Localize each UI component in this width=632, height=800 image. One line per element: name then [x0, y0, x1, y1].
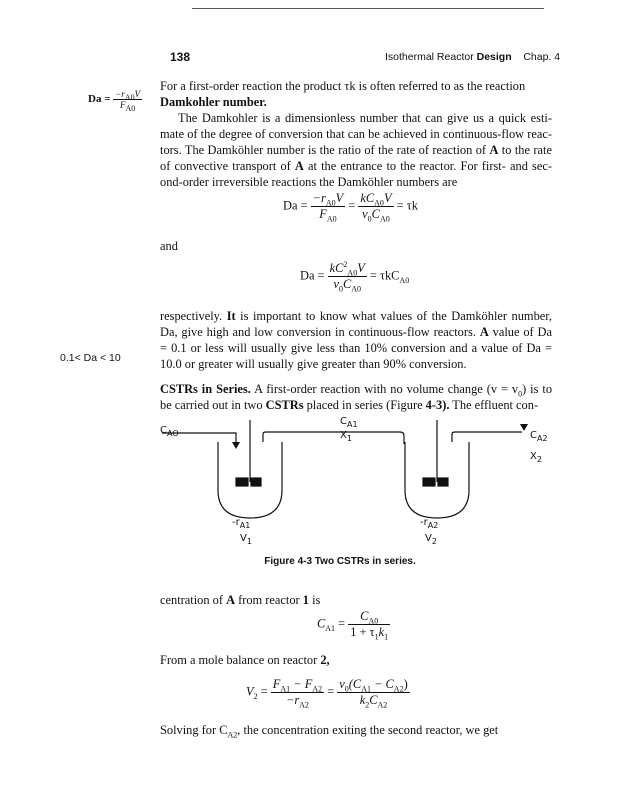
eq3-den-sub1: 1: [374, 632, 379, 642]
label-x1: [340, 430, 352, 441]
outlet-label: C: [530, 430, 537, 441]
eq1-f2-den-mid: C: [371, 207, 380, 221]
label-x2: [530, 451, 542, 462]
eq4-f2-den-b: C: [369, 693, 378, 707]
p2-text-b: to the rate of convective transport of: [160, 143, 552, 173]
eq2-num-sup: 2: [343, 259, 348, 269]
margin-da-den: F: [120, 100, 126, 110]
margin-da-label: Da =: [88, 93, 111, 106]
margin-da-num-tail: V: [134, 89, 141, 99]
eq4-equals-2: =: [327, 684, 335, 699]
eq4-f1-num-a: F: [272, 677, 281, 691]
p7-text-sub: A2: [227, 730, 238, 740]
eq4-f1-num-s2: A2: [312, 684, 323, 694]
paragraph-4: [160, 381, 552, 413]
p5-text-a: centration of: [160, 593, 227, 607]
paragraph-2: [160, 110, 552, 190]
eq4-f2-num-s1: A1: [361, 684, 371, 694]
eq1-f1-den: F: [319, 207, 327, 221]
eq4-lhs-sub: 2: [253, 691, 258, 701]
eq2-num: kC: [329, 261, 344, 275]
x2-label-sub: 2: [536, 455, 542, 464]
p5-bold-a: A: [226, 593, 236, 607]
v2-label-sub: 2: [431, 537, 437, 546]
eq3-num: C: [360, 609, 369, 623]
reactor-1-impeller: [236, 478, 248, 486]
eq1-f1-den-sub: A0: [326, 214, 337, 224]
equation-damkohler-second-order: [300, 261, 409, 292]
equation-v2: [246, 677, 410, 708]
margin-range-note: 0.1< Da < 10: [60, 352, 121, 364]
label-rate-1: [232, 517, 250, 528]
outlet-arrow: [520, 424, 528, 431]
r2-label: -r: [420, 517, 428, 528]
p7-text-a: Solving for C: [160, 723, 228, 737]
label-volume-1: [240, 533, 252, 544]
label-rate-2: [420, 517, 438, 528]
eq4-fraction-1: [271, 677, 324, 708]
eq2-den: v: [333, 277, 339, 291]
p4-text-a-sub: 0: [518, 389, 523, 399]
paragraph-6: [160, 652, 330, 668]
margin-da-fraction: [113, 89, 142, 113]
eq1-f1-num-tail: V: [335, 191, 344, 205]
eq2-lhs: Da =: [300, 268, 325, 283]
mid-label-sub: A1: [346, 420, 358, 429]
eq2-rhs: = τkC: [369, 268, 400, 283]
paragraph-5: [160, 592, 320, 608]
p7-text-b: , the concentration exiting the second reactor, we get: [237, 723, 499, 737]
eq3-lhs-sub: A1: [325, 623, 336, 633]
v1-label-sub: 1: [246, 537, 252, 546]
p2-text-c: at the entrance to the reactor. For first- and sec- ond-order irreversible reactions the Damköhler numbers are: [160, 159, 552, 189]
eq4-f2-num-s2: A2: [393, 684, 404, 694]
v2-label: V: [425, 533, 432, 544]
eq1-fraction-1: [311, 191, 346, 222]
p6-bold: 2,: [320, 653, 330, 667]
eq3-lhs: C: [317, 616, 326, 631]
eq4-f2-num-d: ): [403, 677, 408, 691]
eq4-f2-den-s2: A2: [377, 700, 388, 710]
eq1-f2-den-sub2: A0: [379, 214, 390, 224]
inlet-label-sub: AO: [166, 429, 179, 438]
inlet-arrow: [232, 442, 240, 449]
eq4-f2-den-a: k: [359, 693, 366, 707]
eq4-fraction-2: [337, 677, 409, 708]
eq4-f1-num-b: − F: [290, 677, 313, 691]
x1-label-sub: 1: [346, 434, 352, 443]
eq4-f1-num-s1: A1: [280, 684, 291, 694]
p3-text-a: respectively.: [160, 309, 227, 323]
x2-label: X: [530, 451, 537, 462]
reactor-1-outlet-pipe: [263, 432, 404, 444]
eq2-den-sub2: A0: [351, 284, 361, 294]
margin-da-num: −r: [115, 89, 125, 99]
eq4-f2-num-s0: 0: [344, 684, 349, 694]
paragraph-3: [160, 308, 552, 372]
eq2-rhs-sub: A0: [399, 275, 410, 285]
eq4-lhs: V: [246, 684, 254, 699]
eq2-den-sub1: 0: [338, 284, 343, 294]
p5-text-c: is: [309, 593, 321, 607]
eq4-f2-num-b: (C: [348, 677, 362, 691]
label-outlet-conc: [530, 430, 548, 441]
eq1-rhs: = τk: [396, 198, 418, 213]
eq2-den-mid: C: [342, 277, 352, 291]
p2-bold-a: A: [489, 143, 499, 157]
equation-damkohler-first-order: Da = $\frac{-r_{A0}V}{F_{A0}}$ = $\frac{kC_{A0}V}{v_0C_{A0}}$ = τk: [283, 191, 418, 224]
eq1-f2-den-sub1: 0: [367, 214, 372, 224]
reactor-2-outlet-pipe: [452, 432, 522, 442]
paragraph-1: [160, 78, 552, 110]
reactor-2-impeller: [423, 478, 435, 486]
p6-text: From a mole balance on reactor: [160, 653, 321, 667]
damkohler-term: Damkohler number.: [160, 95, 267, 109]
header-title-bold: Design: [476, 51, 512, 63]
eq3-equals: =: [338, 616, 346, 631]
margin-da-den-sub: A0: [125, 103, 136, 113]
eq1-f2-num-sub: A0: [374, 198, 384, 208]
label-mid-conc: [340, 416, 358, 427]
x1-label: X: [340, 430, 347, 441]
eq1-f1-num-sub: A0: [325, 198, 336, 208]
r2-label-sub: A2: [427, 521, 439, 530]
p4-text-c: placed in series (Figure: [303, 398, 426, 412]
outlet-label-sub: A2: [536, 434, 548, 443]
equation-ca1: [317, 609, 390, 640]
eq4-f2-den-s1: 2: [365, 700, 370, 710]
inlet-label: C: [160, 425, 167, 436]
p4-bold-c: 4-3).: [425, 398, 450, 412]
p4-bold-b: CSTRs: [265, 398, 304, 412]
p3-text-c: value of Da = 0.1 or less will usually give less than 10% conversion and a value of Da = 10.0 or greater will usually give greater than 90% conversion.: [160, 325, 552, 371]
eq4-f2-num-a: v: [339, 677, 345, 691]
page-number: 138: [170, 50, 191, 64]
p4-text-a: A first-order reaction with no volume change (v = v: [250, 382, 519, 396]
r1-label: -r: [232, 517, 240, 528]
margin-da-num-sub: A0: [124, 92, 135, 102]
margin-da-definition: [88, 89, 142, 113]
eq1-fraction-2: [358, 191, 393, 222]
eq1-f1-num: −r: [312, 191, 326, 205]
eq4-f1-den-sub: A2: [299, 700, 309, 710]
p5-bold-b: 1: [302, 593, 309, 607]
eq1-lhs: Da =: [283, 198, 308, 213]
mid-label: C: [340, 416, 347, 427]
p4-text-d: The effluent con-: [449, 398, 539, 412]
p4-text-b: ) is to be carried out in two: [160, 382, 553, 412]
header-title: Isothermal Reactor: [385, 51, 474, 63]
eq2-num-tail: V: [357, 261, 365, 275]
and-word: and: [160, 239, 178, 253]
p2-text-a: The Damkohler is a dimensionless number that can give us a quick esti- mate of the degree of conversion that can be achieved in continuous-flow reac- tors. The Damköhler number is the ratio of the rate of reaction of: [160, 111, 552, 157]
p3-bold-b: A: [479, 325, 489, 339]
p5-text-b: from reactor: [235, 593, 303, 607]
cstrs-heading: CSTRs in Series.: [160, 382, 251, 396]
paragraph-7: [160, 722, 498, 738]
eq4-f1-den: −r: [285, 693, 300, 707]
eq3-den-b: k: [378, 625, 385, 639]
top-rule: [192, 8, 544, 9]
figure-caption: Figure 4-3 Two CSTRs in series.: [264, 556, 416, 567]
eq1-f2-den: v: [362, 207, 368, 221]
header-chapter: Chap. 4: [523, 51, 561, 63]
eq1-f2-num-tail: V: [383, 191, 392, 205]
eq3-den-a: 1 + τ: [350, 625, 375, 639]
eq4-f2-num-c: − C: [370, 677, 394, 691]
paragraph-1-line: For a first-order reaction the product τk is often referred to as the reaction: [160, 79, 526, 93]
eq1-f2-num: kC: [360, 191, 375, 205]
eq3-den-sub2: 1: [384, 632, 389, 642]
eq3-fraction: [348, 609, 390, 640]
eq2-fraction: [328, 261, 367, 292]
p3-bold-a: It: [226, 309, 236, 323]
label-volume-2: [425, 533, 437, 544]
running-header: [385, 51, 560, 63]
eq2-num-sub: A0: [347, 268, 358, 278]
p3-text-b: is important to know what values of the Damköhler number, Da, give high and low conversion in continuous-flow reactors.: [160, 309, 552, 339]
p2-bold-b: A: [294, 159, 304, 173]
eq4-equals-1: =: [260, 684, 268, 699]
r1-label-sub: A1: [239, 521, 251, 530]
eq3-num-sub: A0: [368, 616, 379, 626]
label-inlet-conc: [160, 425, 179, 436]
v1-label: V: [240, 533, 247, 544]
